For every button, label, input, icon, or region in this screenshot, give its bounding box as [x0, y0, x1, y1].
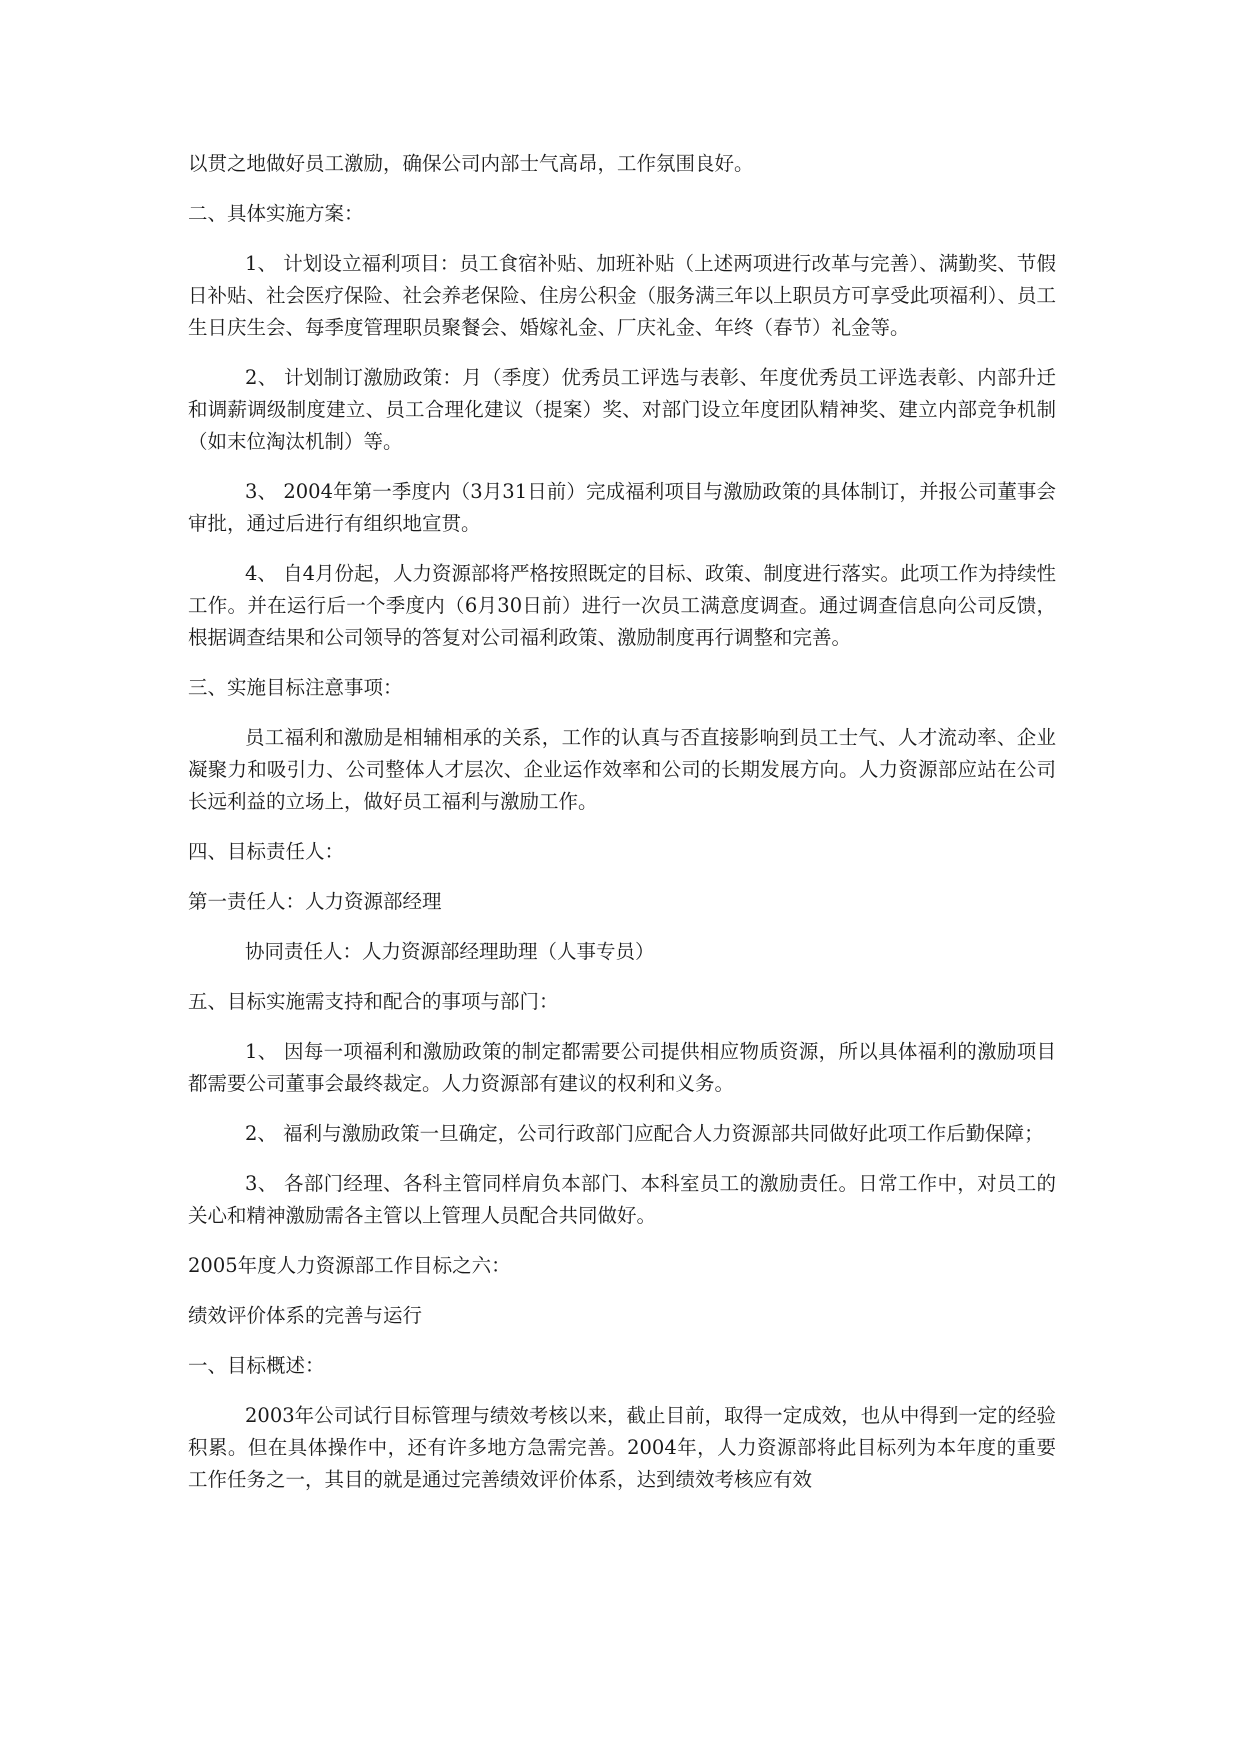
- paragraph: 2003年公司试行目标管理与绩效考核以来，截止目前，取得一定成效，也从中得到一定的经验积累。但在具体操作中，还有许多地方急需完善。2004年，人力资源部将此目标列为本年度的重要工作任务之一，其目的就是通过完善绩效评价体系，达到绩效考核应有效: [188, 1404, 1056, 1491]
- paragraph: 协同责任人：人力资源部经理助理（人事专员）: [245, 940, 655, 963]
- paragraph: 一、目标概述：: [188, 1354, 325, 1377]
- paragraph: 员工福利和激励是相辅相承的关系，工作的认真与否直接影响到员工士气、人才流动率、企业凝聚力和吸引力、公司整体人才层次、企业运作效率和公司的长期发展方向。人力资源部应站在公司长远利益的立场上，做好员工福利与激励工作。: [188, 726, 1056, 813]
- paragraph: 2、 计划制订激励政策：月（季度）优秀员工评选与表彰、年度优秀员工评选表彰、内部升迁和调薪调级制度建立、员工合理化建议（提案）奖、对部门设立年度团队精神奖、建立内部竞争机制（如末位淘汰机制）等。: [188, 366, 1056, 453]
- paragraph: 2005年度人力资源部工作目标之六：: [188, 1254, 511, 1277]
- paragraph: 三、实施目标注意事项：: [188, 676, 403, 699]
- paragraph: 以贯之地做好员工激励，确保公司内部士气高昂，工作氛围良好。: [188, 152, 754, 175]
- paragraph: 四、目标责任人：: [188, 840, 345, 863]
- paragraph: 3、 各部门经理、各科主管同样肩负本部门、本科室员工的激励责任。日常工作中，对员工的关心和精神激励需各主管以上管理人员配合共同做好。: [188, 1172, 1056, 1227]
- paragraph: 二、具体实施方案：: [188, 202, 364, 225]
- paragraph: 1、 因每一项福利和激励政策的制定都需要公司提供相应物质资源，所以具体福利的激励项目都需要公司董事会最终裁定。人力资源部有建议的权利和义务。: [188, 1040, 1056, 1095]
- paragraph: 3、 2004年第一季度内（3月31日前）完成福利项目与激励政策的具体制订，并报公司董事会审批，通过后进行有组织地宣贯。: [188, 480, 1056, 535]
- paragraph: 2、 福利与激励政策一旦确定，公司行政部门应配合人力资源部共同做好此项工作后勤保障；: [245, 1122, 1044, 1145]
- document-body: [188, 148, 1056, 1514]
- paragraph: 1、 计划设立福利项目：员工食宿补贴、加班补贴（上述两项进行改革与完善）、满勤奖、节假日补贴、社会医疗保险、社会养老保险、住房公积金（服务满三年以上职员方可享受此项福利）、员工生日庆生会、每季度管理职员聚餐会、婚嫁礼金、厂庆礼金、年终（春节）礼金等。: [188, 252, 1056, 339]
- paragraph: 五、目标实施需支持和配合的事项与部门：: [188, 990, 559, 1013]
- paragraph: 4、 自4月份起，人力资源部将严格按照既定的目标、政策、制度进行落实。此项工作为持续性工作。并在运行后一个季度内（6月30日前）进行一次员工满意度调查。通过调查信息向公司反馈，根据调查结果和公司领导的答复对公司福利政策、激励制度再行调整和完善。: [188, 562, 1057, 649]
- paragraph: 绩效评价体系的完善与运行: [188, 1304, 423, 1327]
- paragraph: 第一责任人：人力资源部经理: [188, 890, 442, 913]
